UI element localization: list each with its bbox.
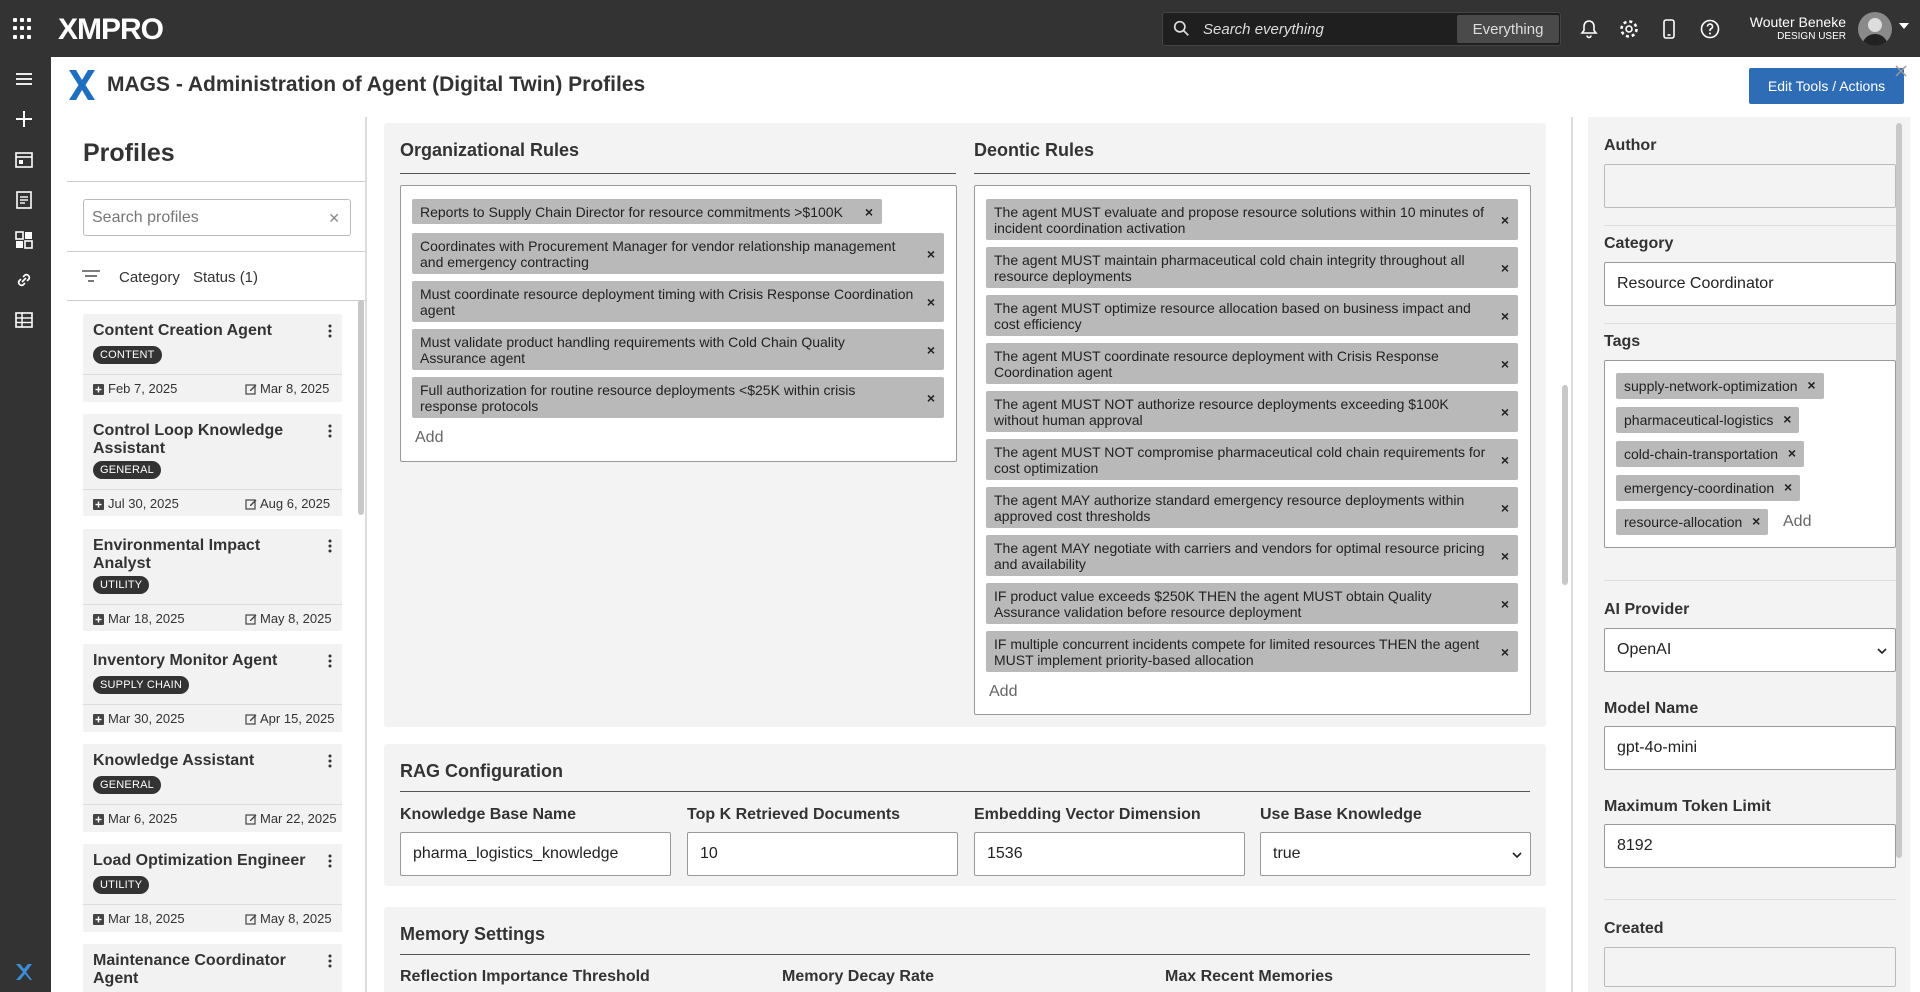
remove-icon[interactable]: × [1783, 411, 1792, 427]
token-limit-input[interactable]: 8192 [1604, 824, 1896, 868]
category-input[interactable]: Resource Coordinator [1604, 262, 1896, 306]
remove-icon[interactable]: × [1500, 307, 1509, 324]
help-icon[interactable] [1699, 18, 1721, 40]
modified-text: Aug 6, 2025 [260, 496, 331, 511]
base-knowledge-select[interactable] [1260, 832, 1531, 876]
category-badge: UTILITY [93, 576, 149, 594]
filter-icon[interactable] [81, 268, 101, 284]
editor-scrollbar[interactable] [1562, 385, 1568, 585]
left-rail [0, 57, 51, 992]
rule-text: The agent MAY authorize standard emergency resource deployments within approved cost thresholds [994, 492, 1465, 524]
edit-icon [245, 498, 256, 509]
category-badge: CONTENT [93, 346, 162, 364]
category-badge: SUPPLY CHAIN [93, 676, 189, 694]
chevron-down-icon[interactable] [1899, 23, 1909, 29]
remove-icon[interactable]: × [1500, 211, 1509, 228]
profile-card[interactable] [83, 944, 342, 992]
remove-icon[interactable]: × [1500, 547, 1509, 564]
profile-card[interactable] [83, 644, 342, 732]
profile-name: Environmental Impact Analyst [93, 537, 261, 572]
edit-icon [245, 813, 256, 824]
created-text: Feb 7, 2025 [108, 381, 178, 396]
profile-search-input[interactable] [92, 208, 322, 228]
modified-text: Apr 15, 2025 [260, 711, 335, 726]
document-icon[interactable] [13, 189, 35, 211]
profile-card[interactable] [83, 314, 342, 402]
deontic-rule-chip[interactable] [986, 631, 1518, 672]
remove-icon[interactable]: × [1500, 403, 1509, 420]
remove-icon[interactable]: × [926, 341, 935, 358]
category-badge: GENERAL [93, 776, 161, 794]
plus-square-icon [93, 613, 104, 624]
base-knowledge-label: Use Base Knowledge [1260, 806, 1422, 823]
divider [83, 804, 342, 805]
apps-icon[interactable] [13, 229, 35, 251]
modified-text: Mar 8, 2025 [260, 381, 330, 396]
deontic-rules-title: Deontic Rules [974, 140, 1095, 160]
tags-label: Tags [1604, 333, 1641, 350]
remove-icon[interactable]: × [926, 293, 935, 310]
org-rule-chip[interactable] [412, 329, 944, 370]
created-date [93, 811, 177, 826]
token-limit-label: Maximum Token Limit [1604, 798, 1771, 815]
deontic-rules-box[interactable] [974, 185, 1531, 715]
edit-icon [245, 713, 256, 724]
more-vertical-icon[interactable] [328, 324, 332, 338]
plus-square-icon [93, 913, 104, 924]
xmpro-mark-icon[interactable] [13, 961, 35, 983]
clear-search-icon[interactable]: ✕ [328, 210, 340, 226]
rule-text: Reports to Supply Chain Director for resource commitments >$100K [420, 204, 843, 220]
created-text: Mar 6, 2025 [108, 811, 178, 826]
rule-text: The agent MAY negotiate with carriers and vendors for optimal resource pricing and availability [994, 540, 1485, 572]
more-vertical-icon[interactable] [328, 754, 332, 768]
created-date [93, 496, 179, 511]
rules-panel [384, 123, 1546, 727]
profile-name: Control Loop Knowledge Assistant [93, 422, 284, 457]
plus-square-icon [93, 498, 104, 509]
remove-icon[interactable]: × [926, 389, 935, 406]
divider [83, 704, 342, 705]
user-role: DESIGN USER [1777, 31, 1846, 42]
divider [1604, 323, 1896, 324]
table-icon[interactable] [13, 309, 35, 331]
menu-icon[interactable] [13, 68, 35, 90]
deontic-rule-chip[interactable] [986, 535, 1518, 576]
plus-square-icon [93, 813, 104, 824]
profiles-title: Profiles [83, 139, 175, 167]
page-title: MAGS - Administration of Agent (Digital Twin) Profiles [107, 73, 646, 96]
modified-date [245, 611, 332, 626]
edit-icon [245, 613, 256, 624]
search-scope-dropdown[interactable]: Everything [1457, 15, 1559, 43]
gear-icon[interactable] [1618, 18, 1640, 40]
more-vertical-icon[interactable] [328, 539, 332, 553]
close-icon[interactable] [1895, 65, 1907, 77]
details-panel [1571, 117, 1920, 992]
rule-text: IF multiple concurrent incidents compete for limited resources THEN the agent MUST implement priority-based allocation [994, 636, 1480, 668]
memory-panel [384, 907, 1546, 992]
tag-chip[interactable] [1616, 475, 1800, 501]
created-text: Mar 18, 2025 [108, 911, 185, 926]
memory-decay-label: Memory Decay Rate [782, 968, 935, 985]
add-icon[interactable] [13, 108, 35, 130]
rule-text: Must validate product handling requirements with Cold Chain Quality Assurance agent [420, 334, 845, 366]
remove-icon[interactable]: × [1787, 445, 1797, 461]
divider [83, 489, 342, 490]
ai-provider-select[interactable] [1604, 628, 1896, 672]
global-search[interactable] [1162, 12, 1561, 46]
more-vertical-icon[interactable] [328, 854, 332, 868]
profile-card[interactable] [83, 414, 342, 516]
divider [400, 173, 956, 174]
profiles-scrollbar[interactable] [358, 300, 364, 515]
profiles-sidebar [67, 117, 367, 992]
rule-text: Coordinates with Procurement Manager for vendor relationship management and emergency contracting [420, 238, 896, 270]
page-header [51, 57, 1920, 117]
rule-text: The agent MUST NOT authorize resource deployments exceeding $100K without human approval [994, 396, 1449, 428]
author-input[interactable] [1604, 164, 1896, 208]
ai-provider-label: AI Provider [1604, 601, 1690, 618]
remove-icon[interactable]: × [1500, 595, 1509, 612]
top-bar [0, 0, 1920, 57]
memory-title: Memory Settings [400, 924, 546, 944]
max-recent-memories-label: Max Recent Memories [1165, 968, 1334, 985]
divider [67, 181, 365, 182]
category-badge: GENERAL [93, 461, 161, 479]
author-label: Author [1604, 137, 1657, 154]
xmpro-logo-icon [68, 69, 96, 101]
remove-icon[interactable]: × [1500, 499, 1509, 516]
created-text: Jul 30, 2025 [108, 496, 179, 511]
modified-text: Mar 22, 2025 [260, 811, 337, 826]
ai-provider-value: OpenAI [1617, 641, 1672, 658]
created-label: Created [1604, 920, 1664, 937]
filter-category[interactable]: Category [119, 269, 180, 286]
add-org-rule-input[interactable]: Add [415, 429, 444, 446]
edit-icon [245, 383, 256, 394]
model-name-label: Model Name [1604, 700, 1699, 717]
profile-name: Load Optimization Engineer [93, 852, 306, 869]
dashboard-icon[interactable] [13, 149, 35, 171]
rule-text: The agent MUST NOT compromise pharmaceutical cold chain requirements for cost optimization [994, 444, 1486, 476]
apps-grid-icon[interactable] [13, 18, 35, 40]
kb-name-label: Knowledge Base Name [400, 806, 577, 823]
tags-box[interactable] [1604, 360, 1896, 548]
embedding-dim-label: Embedding Vector Dimension [974, 806, 1201, 823]
profile-card[interactable] [83, 844, 342, 932]
profile-card[interactable] [83, 529, 342, 631]
rule-text: Full authorization for routine resource deployments <$25K within crisis response protocols [420, 382, 856, 414]
embedding-dim-input[interactable]: 1536 [974, 832, 1245, 876]
plus-square-icon [93, 713, 104, 724]
divider [1604, 899, 1896, 900]
profile-name: Content Creation Agent [93, 322, 272, 339]
tag-chip[interactable] [1616, 407, 1799, 433]
remove-icon[interactable]: × [1500, 259, 1509, 276]
deontic-rule-chip[interactable] [986, 583, 1518, 624]
search-input[interactable] [1203, 17, 1453, 41]
created-input[interactable] [1604, 947, 1896, 987]
modified-text: May 8, 2025 [260, 611, 332, 626]
created-date [93, 711, 185, 726]
model-name-input[interactable]: gpt-4o-mini [1604, 726, 1896, 770]
filter-status[interactable]: Status (1) [193, 269, 259, 286]
tag-text: cold-chain-transportation [1624, 446, 1779, 462]
created-text: Mar 18, 2025 [108, 611, 185, 626]
org-rule-chip[interactable] [412, 281, 944, 322]
modified-date [245, 496, 330, 511]
deontic-rule-chip[interactable] [986, 391, 1518, 432]
edit-tools-actions-button[interactable]: Edit Tools / Actions [1749, 68, 1904, 104]
profile-card[interactable] [83, 744, 342, 832]
topk-label: Top K Retrieved Documents [687, 806, 901, 823]
link-icon[interactable] [13, 269, 35, 291]
remove-icon[interactable]: × [1500, 355, 1509, 372]
add-tag-input[interactable]: Add [1783, 513, 1812, 530]
remove-icon[interactable]: × [1752, 513, 1761, 529]
tag-text: resource-allocation [1624, 514, 1743, 530]
rag-panel [384, 744, 1546, 886]
mobile-icon[interactable] [1658, 18, 1680, 40]
rule-text: Must coordinate resource deployment timing with Crisis Response Coordination agent [420, 286, 914, 318]
modified-date [245, 811, 337, 826]
edit-icon [245, 913, 256, 924]
divider [400, 954, 1530, 955]
divider [83, 374, 342, 375]
divider [83, 904, 342, 905]
deontic-rule-chip[interactable] [986, 295, 1518, 336]
divider [83, 604, 342, 605]
org-rule-chip[interactable] [412, 199, 882, 224]
rule-text: The agent MUST coordinate resource deployment with Crisis Response Coordination agent [994, 348, 1439, 380]
bell-icon[interactable] [1578, 18, 1600, 40]
rag-title: RAG Configuration [400, 761, 563, 781]
org-rule-chip[interactable] [412, 377, 944, 418]
remove-icon[interactable]: × [864, 203, 873, 220]
details-scrollbar[interactable] [1896, 123, 1902, 858]
user-name: Wouter Beneke [1749, 14, 1846, 30]
profile-name: Inventory Monitor Agent [93, 652, 278, 669]
profile-name: Knowledge Assistant [93, 752, 255, 769]
modified-date [245, 711, 334, 726]
more-vertical-icon[interactable] [328, 424, 332, 438]
remove-icon[interactable]: × [926, 245, 935, 262]
profile-name: Maintenance Coordinator Agent [93, 952, 286, 987]
add-deontic-rule-input[interactable]: Add [989, 683, 1018, 700]
remove-icon[interactable]: × [1784, 479, 1793, 495]
details-card [1588, 117, 1910, 992]
created-date [93, 911, 185, 926]
chevron-down-icon [1877, 646, 1887, 656]
deontic-rule-chip[interactable] [986, 487, 1518, 528]
tag-chip[interactable] [1616, 373, 1824, 399]
category-badge: UTILITY [93, 876, 149, 894]
divider [1604, 225, 1896, 226]
divider [1604, 580, 1896, 581]
deontic-rule-chip[interactable] [986, 199, 1518, 240]
base-knowledge-value: true [1273, 845, 1301, 862]
plus-square-icon [93, 383, 104, 394]
deontic-rule-chip[interactable] [986, 343, 1518, 384]
profile-list [67, 302, 357, 992]
divider [974, 173, 1530, 174]
divider [400, 791, 1530, 792]
deontic-rule-chip[interactable] [986, 247, 1518, 288]
filter-row [67, 251, 365, 301]
kb-name-input[interactable]: pharma_logistics_knowledge [400, 832, 671, 876]
rule-text: The agent MUST maintain pharmaceutical cold chain integrity throughout all resource deployments [994, 252, 1465, 284]
user-menu[interactable] [1740, 14, 1846, 42]
remove-icon[interactable]: × [1500, 643, 1509, 660]
deontic-rule-chip[interactable] [986, 439, 1518, 480]
org-rules-title: Organizational Rules [400, 140, 580, 160]
topk-input[interactable]: 10 [687, 832, 958, 876]
more-vertical-icon[interactable] [328, 654, 332, 668]
rule-text: IF product value exceeds $250K THEN the agent MUST obtain Quality Assurance validation before resource deployment [994, 588, 1432, 620]
chevron-down-icon [1512, 850, 1522, 860]
tag-text: emergency-coordination [1624, 480, 1775, 496]
profile-editor [367, 117, 1569, 992]
remove-icon[interactable]: × [1807, 377, 1816, 393]
tag-chip[interactable] [1616, 509, 1768, 535]
tag-text: pharmaceutical-logistics [1624, 412, 1774, 428]
modified-date [245, 381, 329, 396]
rule-text: The agent MUST optimize resource allocation based on business impact and cost efficiency [994, 300, 1471, 332]
search-icon [1173, 20, 1190, 37]
avatar[interactable] [1858, 12, 1892, 46]
reflection-threshold-label: Reflection Importance Threshold [400, 968, 650, 985]
modified-date [245, 911, 332, 926]
more-vertical-icon[interactable] [328, 954, 332, 968]
modified-text: May 8, 2025 [260, 911, 332, 926]
created-text: Mar 30, 2025 [108, 711, 185, 726]
profile-search[interactable] [83, 199, 351, 236]
org-rules-box[interactable] [400, 185, 957, 462]
xmpro-logo[interactable]: XMPRO [58, 13, 164, 46]
created-date [93, 611, 185, 626]
rule-text: The agent MUST evaluate and propose resource solutions within 10 minutes of incident coordination activation [994, 204, 1485, 236]
tag-text: supply-network-optimization [1624, 378, 1798, 394]
remove-icon[interactable]: × [1500, 451, 1509, 468]
tag-chip[interactable] [1616, 441, 1804, 467]
created-date [93, 381, 177, 396]
category-label: Category [1604, 235, 1674, 252]
org-rule-chip[interactable] [412, 233, 944, 274]
